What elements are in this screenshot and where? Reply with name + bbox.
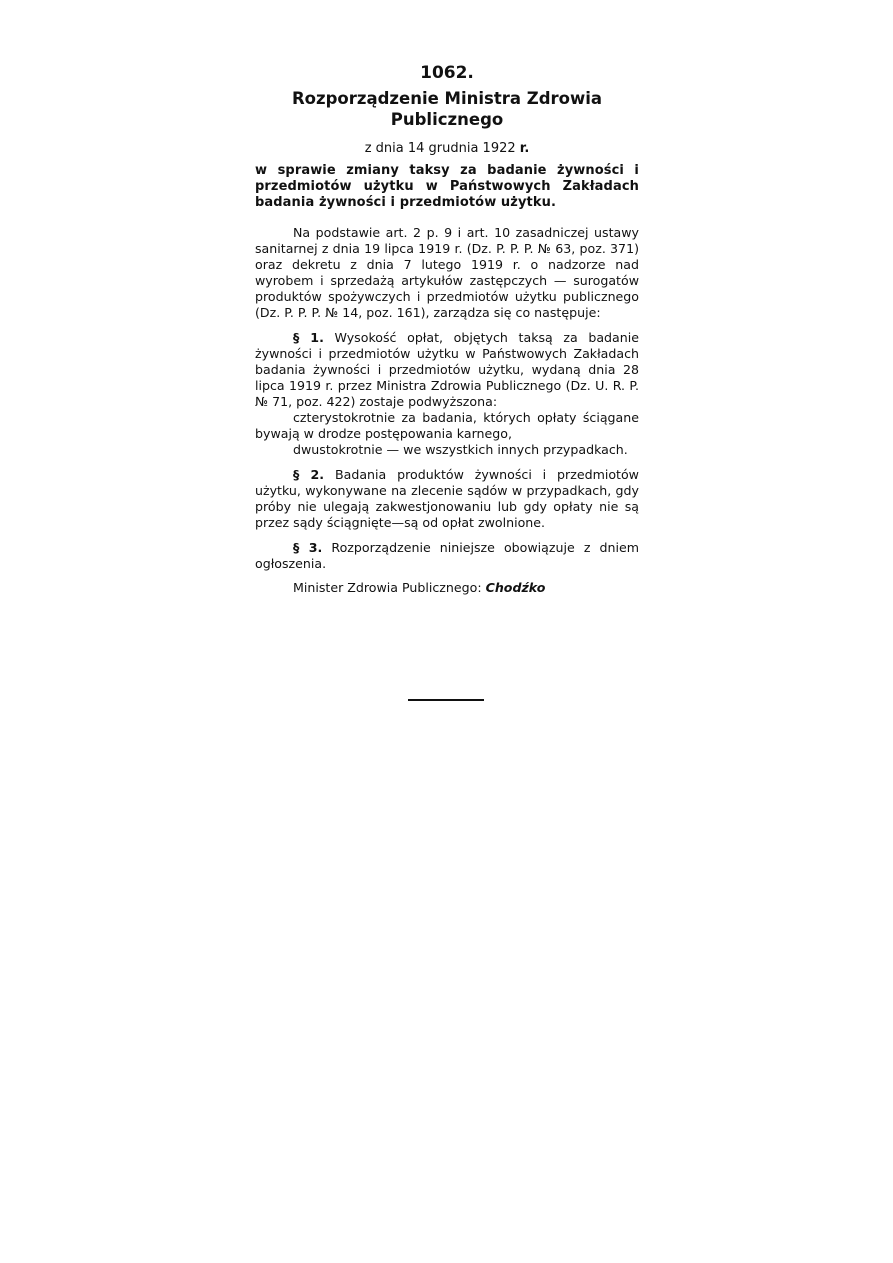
section-2-label: § 2. [293,467,325,482]
section-3-paragraph [255,540,639,572]
section-1-item-1: czterystokrotnie za badania, których opłaty ściągane bywają w drodze postępowania karnego, [255,410,639,441]
section-1-item-2: dwustokrotnie — we wszystkich innych przypadkach. [293,442,628,457]
section-1-label: § 1. [293,330,324,345]
signature-name: Chodźko [485,580,546,595]
act-number: 1062. [420,63,474,83]
section-2-paragraph [255,467,639,531]
section-3-label: § 3. [293,540,323,555]
section-3-text: Rozporządzenie niniejsze obowiązuje z dniem ogłoszenia. [255,540,639,571]
signature-label: Minister Zdrowia Publicznego: [293,580,482,595]
document-page [255,62,639,596]
closing-rule [408,699,484,701]
preamble-paragraph: Na podstawie art. 2 p. 9 i art. 10 zasadniczej ustawy sanitarnej z dnia 19 lipca 1919 r. (Dz. P. P. P. № 63, poz. 371) oraz dekretu z dnia 7 lutego 1919 r. o nadzorze nad wyrobem i sprzedażą artykułów zastępczych — surogatów produktów spożywczych i przedmiotów użytku publicznego (Dz. P. P. P. № 14, poz. 161), zarządza się co następuje: [255,225,639,320]
signature-line [255,580,639,596]
act-subject: w sprawie zmiany taksy za badanie żywności i przedmiotów użytku w Państwowych Zakładach badania żywności i przedmiotów użytku. [255,163,639,210]
section-1-paragraph [255,330,639,410]
section-1-text: Wysokość opłat, objętych taksą za badanie żywności i przedmiotów użytku w Państwowych Zakładach badania żywności i przedmiotów użytku, wydaną dnia 28 lipca 1919 r. przez Ministra Zdrowia Publicznego (Dz. U. R. P. № 71, poz. 422) zostaje podwyższona: [255,330,640,409]
act-date [255,140,639,158]
act-date-suffix: r. [519,141,530,156]
act-date-text: z dnia 14 grudnia 1922 [364,141,516,156]
act-title: Rozporządzenie Ministra Zdrowia Publicznego [291,89,603,129]
section-2-text: Badania produktów żywności i przedmiotów użytku, wykonywane na zlecenie sądów w przypadkach, gdy próby nie ulegają zakwestjonowaniu lub gdy opłaty nie są przez sądy ściągnięte—są od opłat zwolnione. [255,467,639,530]
